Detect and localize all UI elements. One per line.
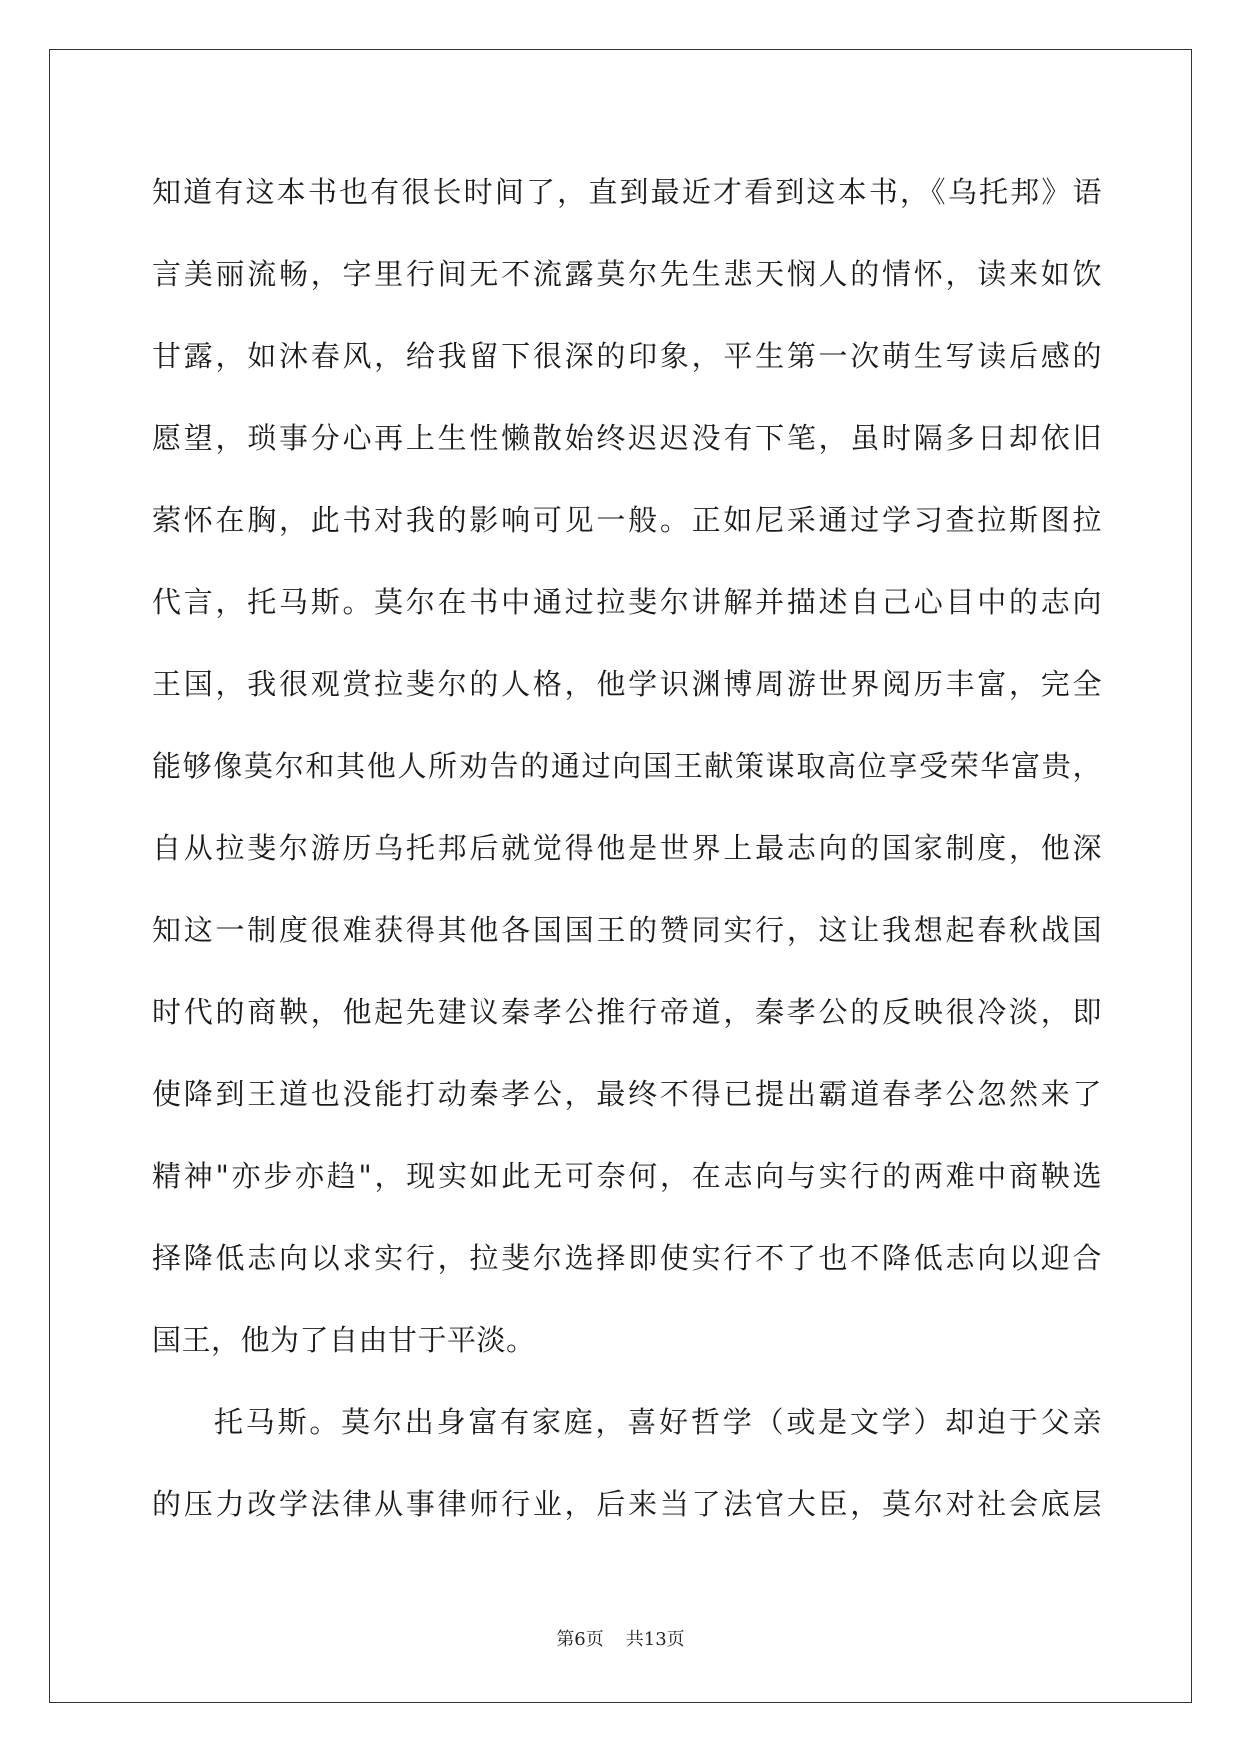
paragraph-1-line-8: 能够像莫尔和其他人所劝告的通过向国王献策谋取高位享受荣华富贵， [152,749,1102,783]
paragraph-1-line-12: 使降到王道也没能打动秦孝公，最终不得已提出霸道春孝公忽然来了 [152,1077,1102,1111]
page-number: 第6页 [556,1629,604,1650]
paragraph-1-line-4: 愿望，琐事分心再上生性懒散始终迟迟没有下笔，虽时隔多日却依旧 [152,421,1102,455]
paragraph-1-line-6: 代言，托马斯。莫尔在书中通过拉斐尔讲解并描述自己心目中的志向 [152,585,1102,619]
page-total: 共13页 [625,1629,685,1650]
paragraph-1-line-1: 知道有这本书也有很长时间了，直到最近才看到这本书，《乌托邦》语 [152,175,1102,209]
paragraph-1-line-3: 甘露，如沐春风，给我留下很深的印象，平生第一次萌生写读后感的 [152,339,1102,373]
paragraph-1-line-15: 国王，他为了自由甘于平淡。 [152,1323,536,1357]
page-footer [0,1628,1241,1652]
paragraph-1-line-9: 自从拉斐尔游历乌托邦后就觉得他是世界上最志向的国家制度，他深 [152,831,1102,865]
paragraph-1-line-5: 萦怀在胸，此书对我的影响可见一般。正如尼采通过学习查拉斯图拉 [152,503,1102,537]
paragraph-1-line-13: 精神"亦步亦趋"，现实如此无可奈何，在志向与实行的两难中商鞅选 [152,1159,1102,1193]
paragraph-1-line-14: 择降低志向以求实行，拉斐尔选择即使实行不了也不降低志向以迎合 [152,1241,1102,1275]
paragraph-1-line-2: 言美丽流畅，字里行间无不流露莫尔先生悲天悯人的情怀，读来如饮 [152,257,1102,291]
paragraph-1-line-7: 王国，我很观赏拉斐尔的人格，他学识渊博周游世界阅历丰富，完全 [152,667,1102,701]
paragraph-1-line-11: 时代的商鞅，他起先建议秦孝公推行帝道，秦孝公的反映很冷淡，即 [152,995,1102,1029]
document-body [152,151,1102,1545]
paragraph-2-line-1: 托马斯。莫尔出身富有家庭，喜好哲学（或是文学）却迫于父亲 [214,1405,1102,1439]
paragraph-1-line-10: 知这一制度很难获得其他各国国王的赞同实行，这让我想起春秋战国 [152,913,1102,947]
paragraph-2-line-2: 的压力改学法律从事律师行业，后来当了法官大臣，莫尔对社会底层 [152,1487,1102,1521]
